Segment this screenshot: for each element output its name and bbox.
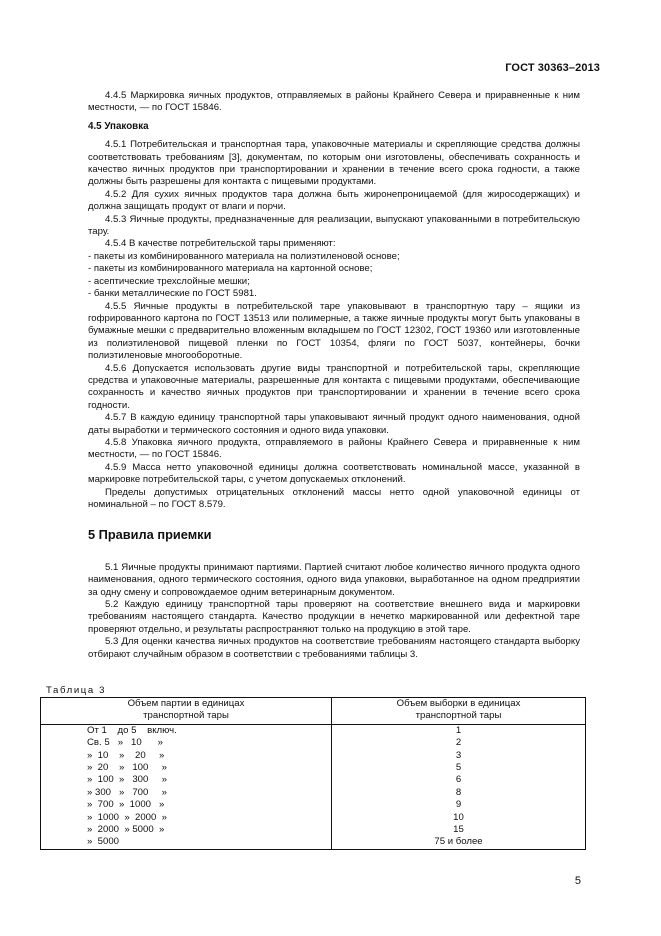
paragraph-4-5-6: 4.5.6 Допускается использовать другие виды транспортной и потребительской тары, скрепляющие средства и упаковочные материалы, разрешенные для контакта с пищевыми продуктами, обеспечивающие сохранность и качество яичных продуктов при транспортировании и хранении в течение всего срока годности. — [88, 362, 580, 411]
sample-size-cell: 5 — [332, 762, 586, 774]
paragraph-5-2: 5.2 Каждую единицу транспортной тары проверяют на соответствие внешнего вида и маркировки требованиям настоящего стандарта. Качество продукции в нечетко маркированной или дефектной таре проверяют отдельно, и результаты распространяют только на продукцию в этой таре. — [88, 599, 580, 635]
table-row — [41, 824, 586, 836]
lot-size-cell: » 700 » 1000 » — [41, 799, 332, 811]
table-row — [41, 737, 586, 749]
sampling-table — [40, 697, 586, 850]
document-body — [88, 90, 580, 661]
table-row — [41, 724, 586, 737]
table-row — [41, 799, 586, 811]
sample-size-cell: 10 — [332, 812, 586, 824]
sample-size-cell: 3 — [332, 750, 586, 762]
sample-size-cell: 2 — [332, 737, 586, 749]
document-id: ГОСТ 30363–2013 — [505, 62, 600, 74]
lot-size-cell: » 10 » 20 » — [41, 750, 332, 762]
header-lot-size: Объем партии в единицах транспортной тары — [41, 698, 332, 725]
sample-size-cell: 6 — [332, 774, 586, 786]
paragraph-4-5-1: 4.5.1 Потребительская и транспортная тара, упаковочные материалы и скрепляющие средства должны соответствовать требованиям [3], документам, по которым они изготовлены, обеспечивать сохранность и качество яичных продуктов при транспортировании и хранении в течение всего срока годности, а также должны быть разрешены для контакта с пищевыми продуктами. — [88, 139, 580, 188]
table-row — [41, 750, 586, 762]
list-item: - асептические трехслойные мешки; — [88, 275, 250, 287]
list-item: - пакеты из комбинированного материала на полиэтиленовой основе; — [88, 250, 400, 262]
paragraph-4-5-4: 4.5.4 В качестве потребительской тары применяют: — [105, 238, 336, 250]
paragraph-5-1: 5.1 Яичные продукты принимают партиями. Партией считают любое количество яичного продукта одного наименования, одного термического состояния, одного вида упаковки, выработанное на одном предприятии за одну смену и сопровождаемое одним ветеринарным документом. — [88, 561, 580, 598]
sample-size-cell: 8 — [332, 787, 586, 799]
sample-size-cell: 75 и более — [332, 836, 586, 849]
lot-size-cell: » 1000 » 2000 » — [41, 812, 332, 824]
table-row — [41, 787, 586, 799]
paragraph-4-5-2: 4.5.2 Для сухих яичных продуктов тара должна быть жиронепроницаемой (для жиросодержащих) и должна защищать продукт от влаги и порчи. — [88, 188, 580, 213]
table-header-row — [41, 698, 586, 725]
table-row — [41, 762, 586, 774]
paragraph-4-5-8: 4.5.8 Упаковка яичного продукта, отправляемого в районы Крайнего Севера и приравненные к ним местности, — по ГОСТ 15846. — [88, 436, 580, 461]
paragraph-4-5-7: 4.5.7 В каждую единицу транспортной тары упаковывают яичный продукт одного наименования, одной даты выработки и термического состояния и одного вида упаковки. — [88, 412, 580, 436]
paragraph-5-3: 5.3 Для оценки качества яичных продуктов на соответствие требованиям настоящего стандарта выборку отбирают случайным образом в соответствии с требованиями таблицы 3. — [88, 636, 580, 660]
lot-size-cell: » 300 » 700 » — [41, 787, 332, 799]
header-sample-size: Объем выборки в единицах транспортной тары — [332, 698, 586, 725]
paragraph-4-5-5: 4.5.5 Яичные продукты в потребительской таре упаковывают в транспортную тару – ящики из гофрированного картона по ГОСТ 13513 или полимерные, а также яичные продукты могут быть упакованы в бумажные мешки с предварительно вложенным вкладышем по ГОСТ 12302, ГОСТ 19360 или изготовленные из полиэтиленовой пищевой пленки по ГОСТ 10354, фляги по ГОСТ 5037, контейнеры, бочки полиэтиленовые многооборотные. — [88, 300, 580, 362]
table-caption: Таблица 3 — [46, 685, 107, 696]
list-item: - пакеты из комбинированного материала на картонной основе; — [88, 263, 373, 275]
sample-size-cell: 9 — [332, 799, 586, 811]
sample-size-cell: 15 — [332, 824, 586, 836]
list-item: - банки металлические по ГОСТ 5981. — [88, 288, 257, 300]
page-number: 5 — [574, 875, 581, 887]
lot-size-cell: » 5000 — [41, 836, 332, 849]
lot-size-cell: » 2000 » 5000 » — [41, 824, 332, 836]
lot-size-cell: От 1 до 5 включ. — [41, 724, 332, 737]
sample-size-cell: 1 — [332, 724, 586, 737]
lot-size-cell: » 20 » 100 » — [41, 762, 332, 774]
heading-4-5: 4.5 Упаковка — [88, 120, 149, 132]
table-row — [41, 774, 586, 786]
paragraph-4-5-9-tolerance: Пределы допустимых отрицательных отклонений массы нетто одной упаковочной единицы от номинальной – по ГОСТ 8.579. — [88, 486, 580, 510]
heading-section-5: 5 Правила приемки — [88, 527, 212, 543]
paragraph-4-4-5: 4.4.5 Маркировка яичных продуктов, отправляемых в районы Крайнего Севера и приравненные к ним местности, — по ГОСТ 15846. — [88, 90, 580, 114]
paragraph-4-5-9: 4.5.9 Масса нетто упаковочной единицы должна соответствовать номинальной массе, указанной в маркировке потребительской тары, с учетом допускаемых отклонений. — [88, 461, 580, 486]
lot-size-cell: » 100 » 300 » — [41, 774, 332, 786]
paragraph-4-5-3: 4.5.3 Яичные продукты, предназначенные для реализации, выпускают упакованными в потребительскую тару. — [88, 213, 580, 238]
table-row — [41, 836, 586, 849]
lot-size-cell: Св. 5 » 10 » — [41, 737, 332, 749]
table-row — [41, 812, 586, 824]
